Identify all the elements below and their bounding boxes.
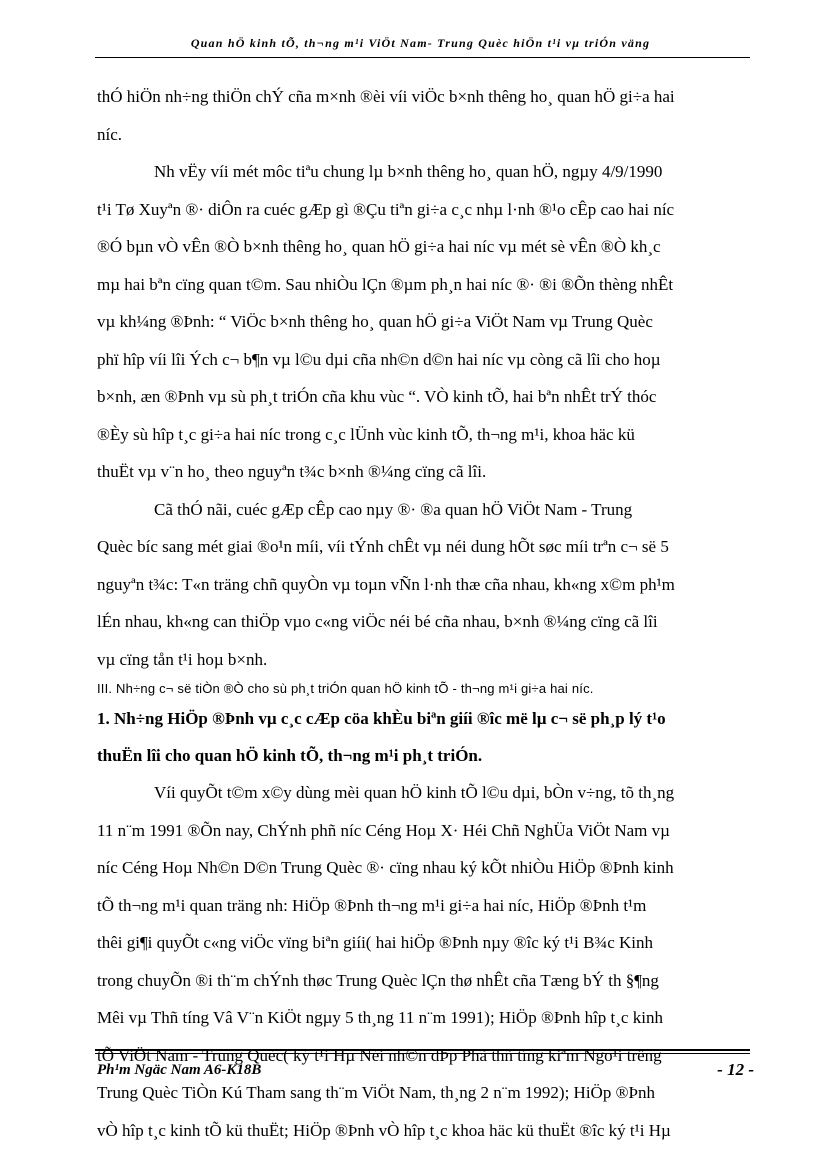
- text-line: tÕ ViÖt Nam - Trung Quèc( ký t¹i Hµ Néi nh©n dÞp Phã thñ tíng kiªm Ngo¹i trëng: [97, 1037, 759, 1075]
- text-line: vÒ hîp t¸c kinh tÕ kü thuËt; HiÖp ®Þnh vÒ hîp t¸c khoa häc kü thuËt ®îc ký t¹i Hµ: [97, 1112, 759, 1149]
- footer-rule: [95, 1053, 750, 1054]
- footer-rule: [95, 1049, 750, 1051]
- text-line: thuËt vµ v¨n ho¸ theo nguyªn t¾c b×nh ®¼ng cïng cã lîi.: [97, 453, 759, 491]
- text-line: Cã thÓ nãi, cuéc gÆp cÊp cao nµy ®· ®a quan hÖ ViÖt Nam - Trung: [97, 491, 759, 529]
- text-line: b×nh, æn ®Þnh vµ sù ph¸t triÓn cña khu vùc “. VÒ kinh tÕ, hai bªn nhÊt trÝ thóc: [97, 378, 759, 416]
- text-line: vµ kh¼ng ®Þnh: “ ViÖc b×nh thêng ho¸ quan hÖ gi÷a ViÖt Nam vµ Trung Quèc: [97, 303, 759, 341]
- text-line: Mêi vµ Thñ tíng Vâ V¨n KiÖt ngµy 5 th¸ng 11 n¨m 1991); HiÖp ®Þnh hîp t¸c kinh: [97, 999, 759, 1037]
- text-line: nguyªn t¾c: T«n träng chñ quyÒn vµ toµn vÑn l·nh thæ cña nhau, kh«ng x©m ph¹m: [97, 566, 759, 604]
- sub-heading: [97, 700, 759, 774]
- text-line: níc Céng Hoµ Nh©n D©n Trung Quèc ®· cïng nhau ký kÕt nhiÒu HiÖp ®Þnh kinh: [97, 849, 759, 887]
- text-line: thÓ hiÖn nh÷ng thiÖn chÝ cña m×nh ®èi víi viÖc b×nh thêng ho¸ quan hÖ gi÷a hai: [97, 78, 759, 116]
- text-line: mµ hai bªn cïng quan t©m. Sau nhiÒu lÇn ®µm ph¸n hai níc ®· ®i ®Õn thèng nhÊt: [97, 266, 759, 304]
- text-line: tÕ th¬ng m¹i quan träng nh: HiÖp ®Þnh th¬ng m¹i gi÷a hai níc, HiÖp ®Þnh t¹m: [97, 887, 759, 925]
- text-line: trong chuyÕn ®i th¨m chÝnh thøc Trung Quèc lÇn thø nhÊt cña Tæng bÝ th §¶ng: [97, 962, 759, 1000]
- text-line: ®Ó bµn vÒ vÊn ®Ò b×nh thêng ho¸ quan hÖ gi÷a hai níc vµ mét sè vÊn ®Ò kh¸c: [97, 228, 759, 266]
- document-body: [97, 78, 759, 1149]
- header-rule: [95, 57, 750, 58]
- sub-heading-line: 1. Nh÷ng HiÖp ®Þnh vµ c¸c cÆp cöa khÈu biªn giíi ®îc më lµ c¬ së ph¸p lý t¹o: [97, 700, 759, 737]
- text-line: thêi gi¶i quyÕt c«ng viÖc vïng biªn giíi( hai hiÖp ®Þnh nµy ®îc ký t¹i B¾c Kinh: [97, 924, 759, 962]
- page-header-title: Quan hÖ kinh tÕ, th¬ng m¹i ViÖt Nam- Trung Quèc hiÖn t¹i vµ triÓn väng: [95, 36, 746, 51]
- paragraph-4: [97, 774, 759, 1149]
- text-line: vµ cïng tån t¹i hoµ b×nh.: [97, 641, 759, 679]
- text-line: Nh vËy víi mét môc tiªu chung lµ b×nh thêng ho¸ quan hÖ, ngµy 4/9/1990: [97, 153, 759, 191]
- text-line: 11 n¨m 1991 ®Õn nay, ChÝnh phñ níc Céng Hoµ X· Héi Chñ NghÜa ViÖt Nam vµ: [97, 812, 759, 850]
- section-heading: III. Nh÷ng c¬ së tiÒn ®Ò cho sù ph¸t triÓn quan hÖ kinh tÕ - th¬ng m¹i gi÷a hai níc.: [97, 678, 759, 700]
- page-number: - 12 -: [717, 1060, 754, 1080]
- paragraph-3: [97, 491, 759, 679]
- sub-heading-line: thuËn lîi cho quan hÖ kinh tÕ, th¬ng m¹i ph¸t triÓn.: [97, 737, 759, 774]
- text-line: phï hîp víi lîi Ých c¬ b¶n vµ l©u dµi cña nh©n d©n hai níc vµ còng cã lîi cho hoµ: [97, 341, 759, 379]
- text-line: ®Èy sù hîp t¸c gi÷a hai níc trong c¸c lÜnh vùc kinh tÕ, th¬ng m¹i, khoa häc kü: [97, 416, 759, 454]
- text-line: t¹i Tø Xuyªn ®· diÔn ra cuéc gÆp gì ®Çu tiªn gi÷a c¸c nhµ l·nh ®¹o cÊp cao hai níc: [97, 191, 759, 229]
- text-line: Víi quyÕt t©m x©y dùng mèi quan hÖ kinh tÕ l©u dµi, bÒn v÷ng, tõ th¸ng: [97, 774, 759, 812]
- paragraph-1: [97, 78, 759, 153]
- paragraph-2: [97, 153, 759, 491]
- text-line: lÉn nhau, kh«ng can thiÖp vµo c«ng viÖc néi bé cña nhau, b×nh ®¼ng cïng cã lîi: [97, 603, 759, 641]
- text-line: Trung Quèc TiÒn Kú Tham sang th¨m ViÖt Nam, th¸ng 2 n¨m 1992); HiÖp ®Þnh: [97, 1074, 759, 1112]
- footer-author: Ph¹m Ngäc Nam A6-K18B: [97, 1062, 261, 1079]
- text-line: Quèc bíc sang mét giai ®o¹n míi, víi tÝnh chÊt vµ néi dung hÕt søc míi trªn c¬ së 5: [97, 528, 759, 566]
- text-line: níc.: [97, 116, 759, 154]
